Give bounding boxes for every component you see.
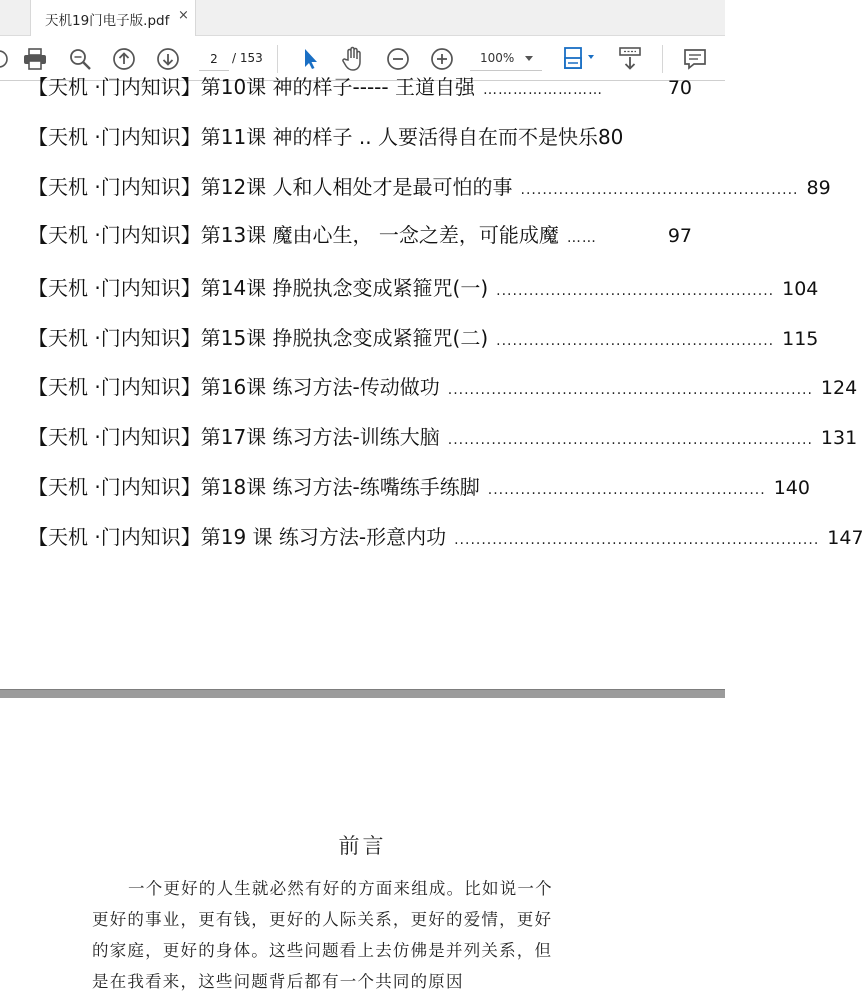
close-tab-icon[interactable]: × — [178, 8, 189, 23]
toc-entry-title: 【天机 ·门内知识】第18课 练习方法-练嘴练手练脚 — [28, 475, 480, 499]
toc-entry-leader: …………………… — [482, 82, 603, 98]
scroll-mode-icon[interactable] — [617, 46, 643, 72]
toc-entry[interactable] — [28, 371, 858, 403]
page-down-icon[interactable] — [155, 46, 181, 72]
page-number-input[interactable] — [199, 47, 229, 71]
print-icon[interactable] — [22, 46, 48, 72]
chevron-down-icon — [525, 56, 533, 61]
document-viewport[interactable] — [0, 75, 864, 991]
zoom-select[interactable] — [470, 47, 542, 71]
toc-entry-leader: …… — [566, 230, 597, 246]
preface-body: 一个更好的人生就必然有好的方面来组成。比如说一个更好的事业，更有钱，更好的人际关系，更好的爱情，更好的家庭，更好的身体。这些问题看上去仿佛是并列关系，但是在我看来，这些问题背后都有一个共同的原因 — [92, 879, 553, 991]
toolbar-divider — [662, 45, 663, 73]
toc-entry-leader: ................................................................... — [454, 532, 820, 548]
toc-entry-leader: ................................................... — [520, 182, 799, 198]
comment-icon[interactable] — [682, 46, 708, 72]
zoom-value: 100% — [480, 51, 515, 65]
preface-title: 前言 — [338, 834, 387, 858]
toolbar-divider — [277, 45, 278, 73]
zoom-out-icon[interactable] — [385, 46, 411, 72]
document-tab-title: 天机19门电子版.pdf — [45, 13, 170, 29]
toc-entry-title: 【天机 ·门内知识】第16课 练习方法-传动做功 — [28, 375, 440, 399]
toc-entry-leader: ................................................... — [487, 482, 766, 498]
toc-entry-title: 【天机 ·门内知识】第13课 魔由心生， 一念之差，可能成魔 — [28, 223, 559, 247]
toc-entry-leader: ................................................................... — [447, 382, 813, 398]
toc-entry-leader: ................................................................... — [447, 432, 813, 448]
toc-entry-title: 【天机 ·门内知识】第14课 挣脱执念变成紧箍咒(一) — [28, 276, 489, 300]
tab-bar — [0, 0, 725, 36]
toc-entry-page: 131 — [820, 427, 858, 449]
toc-entry[interactable] — [28, 272, 819, 304]
toc-entry-page: 140 — [773, 477, 810, 499]
toc-entry-page: 89 — [806, 177, 831, 199]
toc-entry-page: 97 — [667, 225, 692, 247]
toc-entry-page: 115 — [782, 328, 819, 350]
toc-entry-title: 【天机 ·门内知识】第15课 挣脱执念变成紧箍咒(二) — [28, 326, 489, 350]
document-tab[interactable] — [30, 0, 196, 36]
toc-entry-page: 104 — [782, 278, 819, 300]
hand-tool-icon[interactable] — [340, 46, 366, 72]
toc-entry-title: 【天机 ·门内知识】第17课 练习方法-训练大脑 — [28, 425, 440, 449]
toc-entry[interactable] — [28, 521, 864, 553]
zoom-in-icon[interactable] — [429, 46, 455, 72]
toc-entry-title: 【天机 ·门内知识】第11课 神的样子 .. 人要活得自在而不是快乐80 — [28, 125, 624, 149]
toc-entry-title: 【天机 ·门内知识】第12课 人和人相处才是最可怕的事 — [28, 175, 513, 199]
page-total: / 153 — [232, 51, 263, 65]
toc-entry[interactable] — [28, 322, 819, 354]
toc-entry[interactable] — [28, 171, 831, 203]
toc-entry-page: 147 — [827, 527, 864, 549]
page-up-icon[interactable] — [111, 46, 137, 72]
toc-entry-page: 124 — [820, 377, 858, 399]
toc-entry[interactable] — [28, 121, 692, 153]
select-cursor-icon[interactable] — [297, 46, 323, 72]
zoom-search-icon[interactable] — [67, 46, 93, 72]
toc-entry-title: 【天机 ·门内知识】第19 课 练习方法-形意内功 — [28, 525, 447, 549]
fit-page-icon[interactable] — [561, 46, 597, 72]
toc-entry[interactable] — [28, 421, 858, 453]
toc-entry-title: 【天机 ·门内知识】第10课 神的样子----- 王道自强 — [28, 75, 475, 99]
toc-entry[interactable] — [28, 471, 810, 503]
toc-entry-page: 70 — [667, 77, 692, 99]
page-divider — [0, 689, 725, 698]
toc-entry-leader: ................................................... — [496, 283, 775, 299]
toc-entry[interactable] — [28, 219, 692, 251]
toc-entry[interactable] — [28, 71, 692, 103]
nav-back-icon[interactable] — [0, 46, 12, 72]
toc-entry-leader: ................................................... — [496, 333, 775, 349]
